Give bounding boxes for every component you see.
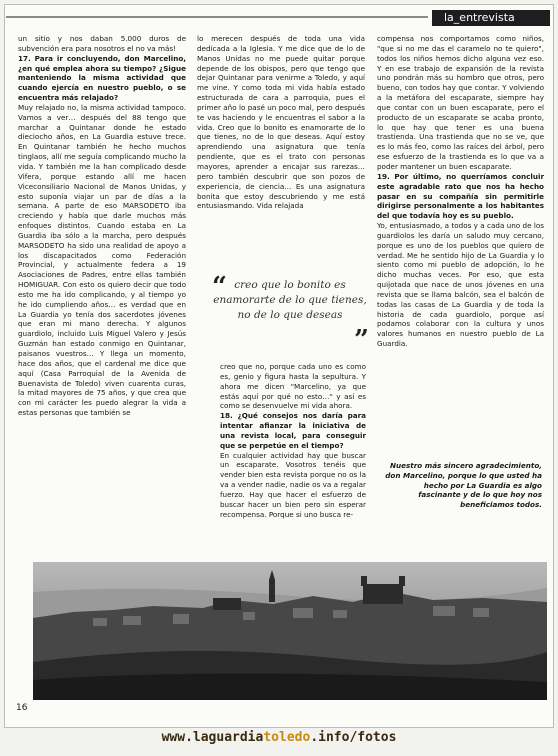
question-paragraph: 17. Para ir concluyendo, don Marcelino, ¿en qué emplea ahora su tiempo? ¿Sigue manteniendo la misma actividad que cuando ejercía en nuestro pueblo, o se encuentra más relajado? [18, 53, 186, 103]
header-rule [6, 16, 428, 18]
column-2-top [197, 34, 365, 234]
footer-url-part3: .info/fotos [310, 730, 397, 745]
section-tag: la_entrevista [432, 10, 550, 26]
answer-paragraph: compensa nos comportamos como niños, "que si no me das el caramelo no te quiero", todos los niños hemos dicho alguna vez eso. Y en ese trabajo de expansión de la revista uno pondrán más su hombro que otros, pero bueno, con todos hay que contar. Y volviendo a la metáfora del escaparate, siempre hay que contar con un buen escaparate, pero el producto de un escaparate se acaba pronto, lo que hay que tener es una buena trastienda. Una trastienda que no se ve, que es lo más feo, como las raíces del árbol, pero ese esfuerzo de la trastienda es lo que va a poder mantener un buen escaparate. [377, 34, 544, 171]
answer-paragraph: En cualquier actividad hay que buscar un escaparate. Vosotros tenéis que vender bien esta revista porque no os la va a vender nadie, nadie os va a regalar fuerzo. Hay que hacer el esfuerzo de buscar hacer un bien pero sin esperar recompensa. Porque si uno busca re- [220, 450, 366, 519]
answer-paragraph: Yo, entusiasmado, a todos y a cada uno de los guardiolos les daría un saludo muy cercano, porque es uno de los pueblos que quiero de verdad. Me he sentido hijo de La Guardia y lo siento como mi pueblo de adopción, lo he dicho muchas veces. Por eso, que esta quijotada que nace de unos jóvenes en una revista que se llama balcón, sea el balcón de todas las casas de La Guardia y de toda la historia de cada guardiolo, porque así podamos colaborar con la cultura y unos valores humanos en nuestro pueblo de La Guardia. [377, 221, 544, 349]
pull-quote: creo que lo bonito es enamorarte de lo que tienes, no de lo que deseas [213, 279, 367, 321]
footer-url-part2: toledo [263, 730, 311, 745]
column-2-top-text: lo merecen después de toda una vida dedicada a la Iglesia. Y me dice que de lo de Manos Unidas no me puede quitar porque depende de los obispos, pero que tengo que dejar Quintanar para venirme a Toledo, y aquí me vine. Y como toda mi vida había estado estructurada de cara a parroquia, pues el primer año lo pasé un poco mal, pero después te vas haciendo y le encuentras el sabor a la vida. Creo que lo bonito es enamorarte de lo que tienes, no de lo que deseas. Aquí estoy aprendiendo una asignatura que tenía pendiente, que es el trato con personas mayores, aprender a encajar sus rarezas… pero también descubrir que son pozos de experiencia, de ciencia… Es una asignatura bonita que estoy descubriendo y me está entusiasmando. Vida relajada [197, 34, 365, 211]
column-3 [377, 34, 544, 464]
answer-paragraph: creo que no, porque cada uno es como es, genio y figura hasta la sepultura. Y ahora me dicen "Marcelino, ya que estás aquí por qué no esto…" y así es como se desenvuelve mi vida ahora. [220, 362, 366, 411]
answer-paragraph: Muy relajado no, la misma actividad tampoco. Vamos a ver… después del 88 tengo que marchar a Quintanar donde he estado dieciocho años, en La Guardia estuve trece. En Quintanar también he hecho muchos tinglaos, allí me seguía complicando mucho la vida. Y también me la han complicado desde Vifera, porque estando allí me hacen Viceconsiliario Nacional de Manos Unidas, y esto suponía viajar un par de días a la semana. A parte de eso MARSODETO iba creciendo y había que darle muchos más enfoques distintos. Cuando estaba en La Guardia iba sólo a la marcha, pero después MARSODETO ha sido una realidad de apoyo a los discapacitados como Federación Provincial, y actualmente federa a 19 Asociaciones de Padres, entre ellas también HOMIGUAR. Con esto os quiero decir que todo esto me ha ido complicando, y al tiempo yo he ido cumpliendo años… es verdad que en La Guardia yo tenía dos sacerdotes jóvenes que eran mi mano derecha. Y algunos guardiolo, incluido Luis Miguel Valero y Jesús Guzmán han estado conmigo en Quintanar, paisanos vuestros… Y llega un momento, hace dos años, que el cardenal me dice que aquí (Casa Parroquial de la Avenida de Buenavista de Toledo) viven cuarenta curas, la mitad mayores de 75 años, y que crea que con mi carácter les puedo alegrar la vida a estas personas que también se [18, 102, 186, 418]
question-paragraph: 18. ¿Qué consejos nos daría para intentar afianzar la iniciativa de una revista local, para conseguir que se perpetúe en el tiempo? [220, 411, 366, 450]
open-quote-icon: “ [212, 272, 227, 302]
close-quote-icon: ” [354, 325, 369, 355]
toledo-panorama-photo [33, 562, 547, 700]
column-1 [18, 34, 186, 558]
column-2-bottom [220, 362, 366, 558]
question-paragraph: 19. Por último, no querríamos concluir este agradable rato que nos ha hecho pasar en su compañía sin permitirle dirigirse personalmente a los habitantes del que todavía hoy es su pueblo. [377, 171, 544, 221]
footer-url-part1: www.laguardia [161, 730, 264, 745]
page-number: 16 [16, 703, 28, 713]
answer-paragraph: un sitio y nos daban 5.000 duros de subvención era para nosotros el no va más! [18, 34, 186, 53]
closing-note: Nuestro más sincero agradecimiento, don Marcelino, porque lo que usted ha hecho por La Guardia es algo fascinante y de lo que hoy nos beneficiamos todos. [385, 461, 542, 510]
footer-url[interactable] [0, 727, 558, 749]
